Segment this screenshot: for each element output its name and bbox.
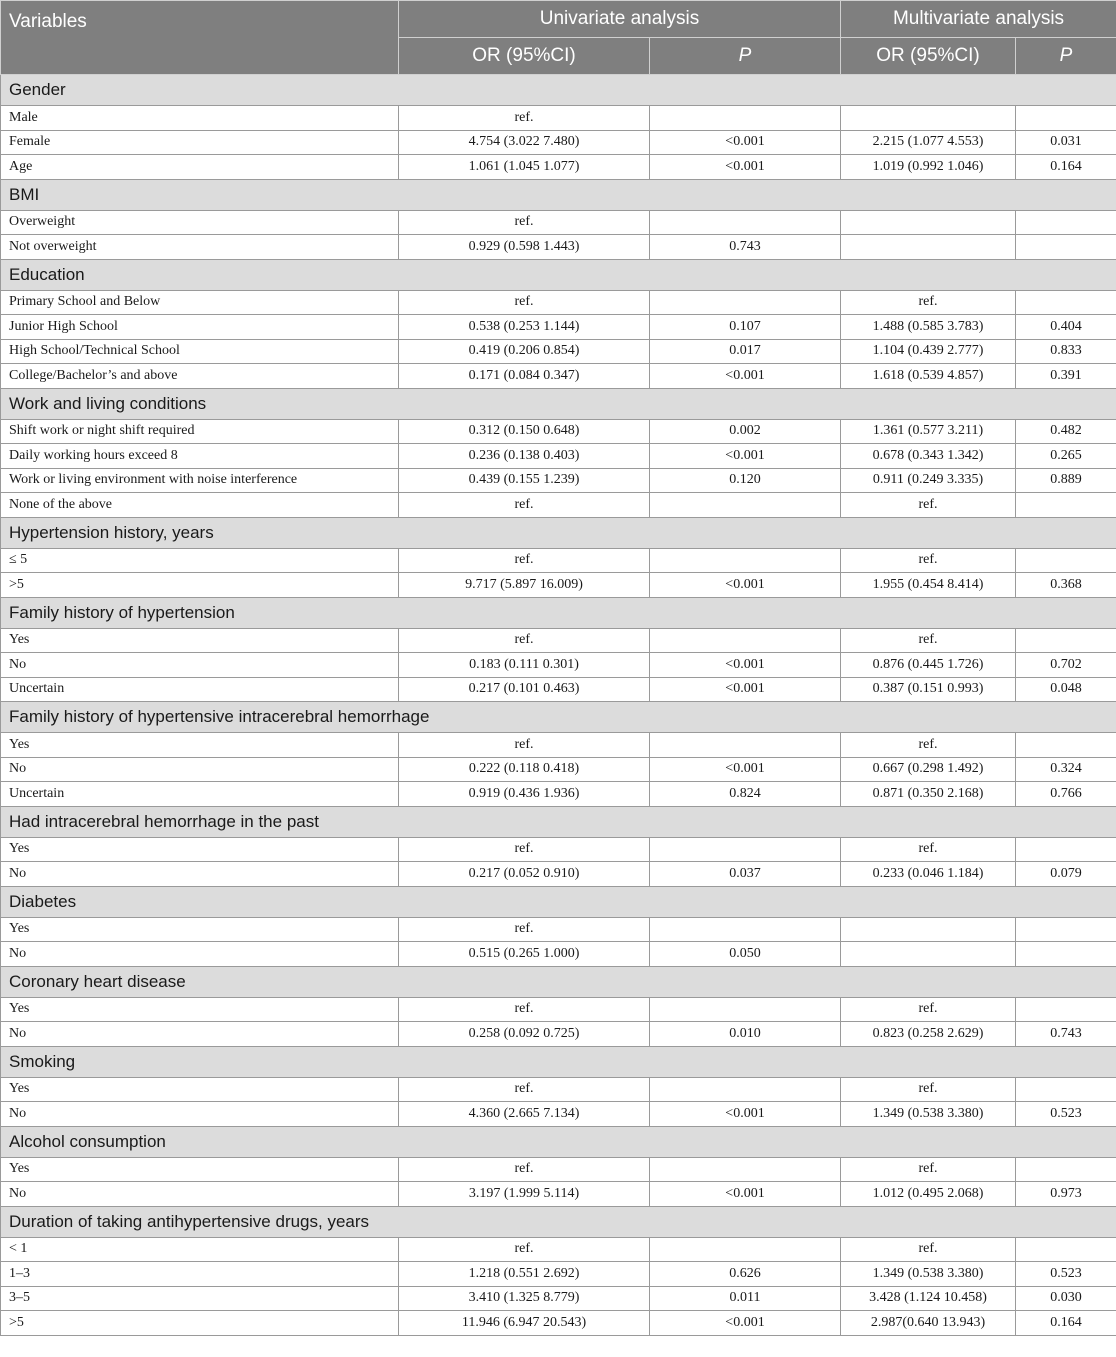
table-row (1, 653, 1116, 678)
section-title: Diabetes (1, 886, 1116, 917)
multivariate-p-cell (1016, 210, 1116, 235)
univariate-or-cell: 3.410 (1.325 8.779) (399, 1286, 650, 1311)
multivariate-or-cell: ref. (841, 628, 1016, 653)
row-label: Yes (1, 733, 399, 758)
table-row (1, 155, 1116, 180)
section-title: Hypertension history, years (1, 517, 1116, 548)
table-row (1, 339, 1116, 364)
multivariate-p-cell: 0.031 (1016, 130, 1116, 155)
multivariate-p-cell: 0.833 (1016, 339, 1116, 364)
univariate-header: Univariate analysis (399, 1, 841, 38)
multivariate-or-cell: 0.233 (0.046 1.184) (841, 862, 1016, 887)
univariate-or-cell: ref. (399, 548, 650, 573)
section-title: Alcohol consumption (1, 1126, 1116, 1157)
multivariate-or-cell (841, 235, 1016, 260)
multivariate-p-cell (1016, 1237, 1116, 1262)
row-label: Yes (1, 1157, 399, 1182)
univariate-p-cell (650, 917, 841, 942)
univariate-or-cell: ref. (399, 1077, 650, 1102)
row-label: >5 (1, 1311, 399, 1336)
row-label: No (1, 653, 399, 678)
section-row (1, 259, 1116, 290)
row-label: No (1, 862, 399, 887)
row-label: Uncertain (1, 677, 399, 702)
univariate-p-cell: <0.001 (650, 653, 841, 678)
multivariate-p-cell: 0.766 (1016, 782, 1116, 807)
multivariate-or-cell: 0.823 (0.258 2.629) (841, 1022, 1016, 1047)
row-label: Overweight (1, 210, 399, 235)
row-label: No (1, 942, 399, 967)
multivariate-or-cell: 0.678 (0.343 1.342) (841, 444, 1016, 469)
table-row (1, 837, 1116, 862)
multivariate-p-cell: 0.743 (1016, 1022, 1116, 1047)
univariate-p-cell: 0.107 (650, 315, 841, 340)
multivariate-p-cell: 0.973 (1016, 1182, 1116, 1207)
multivariate-p-cell: 0.702 (1016, 653, 1116, 678)
multivariate-p-cell (1016, 106, 1116, 131)
section-title: Gender (1, 75, 1116, 106)
multivariate-p-cell: 0.164 (1016, 155, 1116, 180)
row-label: No (1, 757, 399, 782)
table-row (1, 468, 1116, 493)
univariate-or-cell: ref. (399, 493, 650, 518)
section-row (1, 886, 1116, 917)
row-label: High School/Technical School (1, 339, 399, 364)
multivariate-p-cell: 0.523 (1016, 1262, 1116, 1287)
row-label: Female (1, 130, 399, 155)
table-row (1, 419, 1116, 444)
univariate-p-cell: <0.001 (650, 1182, 841, 1207)
multivariate-p-cell (1016, 1077, 1116, 1102)
multivariate-p-cell: 0.079 (1016, 862, 1116, 887)
univariate-p-cell (650, 290, 841, 315)
univariate-or-cell: 1.061 (1.045 1.077) (399, 155, 650, 180)
section-row (1, 1206, 1116, 1237)
table-row (1, 290, 1116, 315)
multivariate-or-cell: 1.104 (0.439 2.777) (841, 339, 1016, 364)
univariate-p-cell (650, 837, 841, 862)
univariate-or-cell: 0.312 (0.150 0.648) (399, 419, 650, 444)
univariate-or-cell: 3.197 (1.999 5.114) (399, 1182, 650, 1207)
univariate-p-cell (650, 733, 841, 758)
univariate-p-cell: <0.001 (650, 573, 841, 598)
section-title: BMI (1, 179, 1116, 210)
section-title: Education (1, 259, 1116, 290)
multivariate-p-cell: 0.523 (1016, 1102, 1116, 1127)
univariate-or-cell: 4.360 (2.665 7.134) (399, 1102, 650, 1127)
univariate-or-cell: 11.946 (6.947 20.543) (399, 1311, 650, 1336)
row-label: Shift work or night shift required (1, 419, 399, 444)
multivariate-or-cell: 0.387 (0.151 0.993) (841, 677, 1016, 702)
row-label: 3–5 (1, 1286, 399, 1311)
multivariate-or-cell: ref. (841, 837, 1016, 862)
multivariate-or-cell: 1.488 (0.585 3.783) (841, 315, 1016, 340)
table-row (1, 210, 1116, 235)
univariate-or-cell: ref. (399, 628, 650, 653)
univariate-or-cell: 0.419 (0.206 0.854) (399, 339, 650, 364)
row-label: None of the above (1, 493, 399, 518)
multivariate-or-cell: 1.349 (0.538 3.380) (841, 1262, 1016, 1287)
row-label: Not overweight (1, 235, 399, 260)
table-row (1, 1157, 1116, 1182)
table-row (1, 364, 1116, 389)
univariate-or-cell: ref. (399, 837, 650, 862)
univariate-or-cell: 0.538 (0.253 1.144) (399, 315, 650, 340)
multivariate-p-cell (1016, 917, 1116, 942)
multivariate-or-cell: 0.667 (0.298 1.492) (841, 757, 1016, 782)
multivariate-or-cell (841, 917, 1016, 942)
univariate-p-cell: 0.743 (650, 235, 841, 260)
univariate-p-cell: <0.001 (650, 130, 841, 155)
row-label: Yes (1, 917, 399, 942)
multivariate-p-cell: 0.324 (1016, 757, 1116, 782)
table-row (1, 942, 1116, 967)
row-label: Age (1, 155, 399, 180)
multivariate-or-cell: 2.215 (1.077 4.553) (841, 130, 1016, 155)
row-label: Junior High School (1, 315, 399, 340)
multivariate-or-cell: ref. (841, 493, 1016, 518)
row-label: < 1 (1, 1237, 399, 1262)
section-row (1, 806, 1116, 837)
multivariate-p-cell: 0.482 (1016, 419, 1116, 444)
table-row (1, 548, 1116, 573)
univariate-p-cell: 0.037 (650, 862, 841, 887)
univariate-or-cell: ref. (399, 210, 650, 235)
table-row (1, 862, 1116, 887)
univariate-p-cell (650, 997, 841, 1022)
table-row (1, 757, 1116, 782)
table-row (1, 628, 1116, 653)
univariate-or-cell: 0.222 (0.118 0.418) (399, 757, 650, 782)
table-row (1, 573, 1116, 598)
univariate-p-cell: 0.010 (650, 1022, 841, 1047)
table-row (1, 997, 1116, 1022)
multivariate-header: Multivariate analysis (841, 1, 1116, 38)
section-row (1, 966, 1116, 997)
variables-header: Variables (1, 1, 399, 75)
multivariate-or-cell: 0.911 (0.249 3.335) (841, 468, 1016, 493)
multivariate-p-cell (1016, 548, 1116, 573)
multivariate-p-cell (1016, 1157, 1116, 1182)
section-row (1, 1126, 1116, 1157)
header-row-groups (1, 1, 1116, 38)
univariate-p-cell: 0.017 (650, 339, 841, 364)
table-row (1, 493, 1116, 518)
multivariate-p-cell: 0.048 (1016, 677, 1116, 702)
row-label: No (1, 1022, 399, 1047)
univariate-p-cell (650, 106, 841, 131)
section-row (1, 179, 1116, 210)
table-row (1, 106, 1116, 131)
univariate-p-header: P (650, 38, 841, 75)
multivariate-p-cell: 0.404 (1016, 315, 1116, 340)
univariate-or-cell: ref. (399, 290, 650, 315)
multivariate-p-cell: 0.391 (1016, 364, 1116, 389)
univariate-p-cell: <0.001 (650, 444, 841, 469)
row-label: Yes (1, 1077, 399, 1102)
univariate-or-cell: ref. (399, 1237, 650, 1262)
univariate-p-cell (650, 628, 841, 653)
multivariate-p-cell: 0.368 (1016, 573, 1116, 598)
multivariate-p-cell: 0.164 (1016, 1311, 1116, 1336)
table-body (1, 75, 1116, 1336)
univariate-p-cell (650, 210, 841, 235)
univariate-p-cell (650, 1077, 841, 1102)
section-title: Work and living conditions (1, 388, 1116, 419)
section-title: Family history of hypertensive intracerebral hemorrhage (1, 702, 1116, 733)
section-title: Family history of hypertension (1, 597, 1116, 628)
univariate-p-cell (650, 1157, 841, 1182)
univariate-p-cell: <0.001 (650, 1102, 841, 1127)
row-label: Yes (1, 837, 399, 862)
multivariate-p-cell (1016, 997, 1116, 1022)
row-label: College/Bachelor’s and above (1, 364, 399, 389)
multivariate-p-cell (1016, 493, 1116, 518)
univariate-or-cell: 1.218 (0.551 2.692) (399, 1262, 650, 1287)
section-row (1, 1046, 1116, 1077)
univariate-p-cell: <0.001 (650, 757, 841, 782)
multivariate-or-cell: 3.428 (1.124 10.458) (841, 1286, 1016, 1311)
multivariate-or-cell: ref. (841, 1157, 1016, 1182)
multivariate-or-cell (841, 106, 1016, 131)
row-label: Daily working hours exceed 8 (1, 444, 399, 469)
univariate-p-cell (650, 493, 841, 518)
multivariate-or-cell: 1.012 (0.495 2.068) (841, 1182, 1016, 1207)
multivariate-p-cell (1016, 942, 1116, 967)
section-row (1, 597, 1116, 628)
univariate-p-cell: 0.120 (650, 468, 841, 493)
section-row (1, 388, 1116, 419)
table-row (1, 733, 1116, 758)
row-label: Yes (1, 628, 399, 653)
multivariate-or-cell: ref. (841, 997, 1016, 1022)
row-label: No (1, 1182, 399, 1207)
multivariate-p-cell (1016, 733, 1116, 758)
multivariate-or-cell: ref. (841, 1237, 1016, 1262)
table-row (1, 444, 1116, 469)
multivariate-p-cell: 0.265 (1016, 444, 1116, 469)
univariate-p-cell: 0.011 (650, 1286, 841, 1311)
univariate-p-cell: <0.001 (650, 677, 841, 702)
table-header (1, 1, 1116, 75)
multivariate-or-cell: 1.361 (0.577 3.211) (841, 419, 1016, 444)
univariate-or-cell: 9.717 (5.897 16.009) (399, 573, 650, 598)
univariate-p-cell: 0.002 (650, 419, 841, 444)
univariate-p-cell (650, 1237, 841, 1262)
univariate-or-cell: 0.439 (0.155 1.239) (399, 468, 650, 493)
multivariate-or-cell: 2.987(0.640 13.943) (841, 1311, 1016, 1336)
table-row (1, 235, 1116, 260)
univariate-or-header: OR (95%CI) (399, 38, 650, 75)
row-label: Yes (1, 997, 399, 1022)
table-row (1, 1182, 1116, 1207)
table-row (1, 782, 1116, 807)
univariate-p-cell: 0.626 (650, 1262, 841, 1287)
multivariate-or-cell (841, 210, 1016, 235)
univariate-or-cell: ref. (399, 106, 650, 131)
section-title: Had intracerebral hemorrhage in the past (1, 806, 1116, 837)
univariate-or-cell: 4.754 (3.022 7.480) (399, 130, 650, 155)
table-row (1, 917, 1116, 942)
table-row (1, 130, 1116, 155)
univariate-or-cell: 0.258 (0.092 0.725) (399, 1022, 650, 1047)
univariate-or-cell: ref. (399, 997, 650, 1022)
univariate-or-cell: 0.217 (0.052 0.910) (399, 862, 650, 887)
multivariate-or-cell: ref. (841, 1077, 1016, 1102)
multivariate-or-cell: ref. (841, 290, 1016, 315)
table-row (1, 1237, 1116, 1262)
univariate-or-cell: 0.171 (0.084 0.347) (399, 364, 650, 389)
univariate-or-cell: ref. (399, 733, 650, 758)
row-label: Uncertain (1, 782, 399, 807)
multivariate-or-cell: ref. (841, 548, 1016, 573)
multivariate-p-cell (1016, 837, 1116, 862)
multivariate-p-cell (1016, 290, 1116, 315)
row-label: ≤ 5 (1, 548, 399, 573)
univariate-p-cell: <0.001 (650, 1311, 841, 1336)
univariate-p-cell: 0.050 (650, 942, 841, 967)
table-row (1, 1286, 1116, 1311)
multivariate-or-cell: 1.019 (0.992 1.046) (841, 155, 1016, 180)
multivariate-or-cell: 1.955 (0.454 8.414) (841, 573, 1016, 598)
multivariate-p-cell (1016, 628, 1116, 653)
univariate-p-cell: 0.824 (650, 782, 841, 807)
table-row (1, 1077, 1116, 1102)
table-row (1, 1311, 1116, 1336)
table-row (1, 677, 1116, 702)
multivariate-or-cell: 1.618 (0.539 4.857) (841, 364, 1016, 389)
univariate-or-cell: 0.929 (0.598 1.443) (399, 235, 650, 260)
multivariate-or-cell: ref. (841, 733, 1016, 758)
row-label: No (1, 1102, 399, 1127)
section-title: Coronary heart disease (1, 966, 1116, 997)
univariate-p-cell: <0.001 (650, 155, 841, 180)
multivariate-p-cell (1016, 235, 1116, 260)
univariate-or-cell: 0.919 (0.436 1.936) (399, 782, 650, 807)
row-label: >5 (1, 573, 399, 598)
table-row (1, 1102, 1116, 1127)
row-label: 1–3 (1, 1262, 399, 1287)
row-label: Work or living environment with noise interference (1, 468, 399, 493)
row-label: Primary School and Below (1, 290, 399, 315)
univariate-or-cell: 0.183 (0.111 0.301) (399, 653, 650, 678)
multivariate-or-cell: 0.871 (0.350 2.168) (841, 782, 1016, 807)
section-row (1, 702, 1116, 733)
multivariate-p-cell: 0.030 (1016, 1286, 1116, 1311)
univariate-p-cell: <0.001 (650, 364, 841, 389)
section-title: Duration of taking antihypertensive drugs, years (1, 1206, 1116, 1237)
univariate-or-cell: ref. (399, 917, 650, 942)
table-row (1, 1022, 1116, 1047)
section-row (1, 75, 1116, 106)
multivariate-or-cell: 1.349 (0.538 3.380) (841, 1102, 1016, 1127)
multivariate-or-header: OR (95%CI) (841, 38, 1016, 75)
multivariate-or-cell: 0.876 (0.445 1.726) (841, 653, 1016, 678)
univariate-or-cell: 0.236 (0.138 0.403) (399, 444, 650, 469)
univariate-or-cell: 0.217 (0.101 0.463) (399, 677, 650, 702)
section-row (1, 517, 1116, 548)
table-row (1, 1262, 1116, 1287)
section-title: Smoking (1, 1046, 1116, 1077)
multivariate-p-header: P (1016, 38, 1116, 75)
multivariate-p-cell: 0.889 (1016, 468, 1116, 493)
univariate-or-cell: ref. (399, 1157, 650, 1182)
table-row (1, 315, 1116, 340)
univariate-or-cell: 0.515 (0.265 1.000) (399, 942, 650, 967)
univariate-p-cell (650, 548, 841, 573)
multivariate-or-cell (841, 942, 1016, 967)
row-label: Male (1, 106, 399, 131)
